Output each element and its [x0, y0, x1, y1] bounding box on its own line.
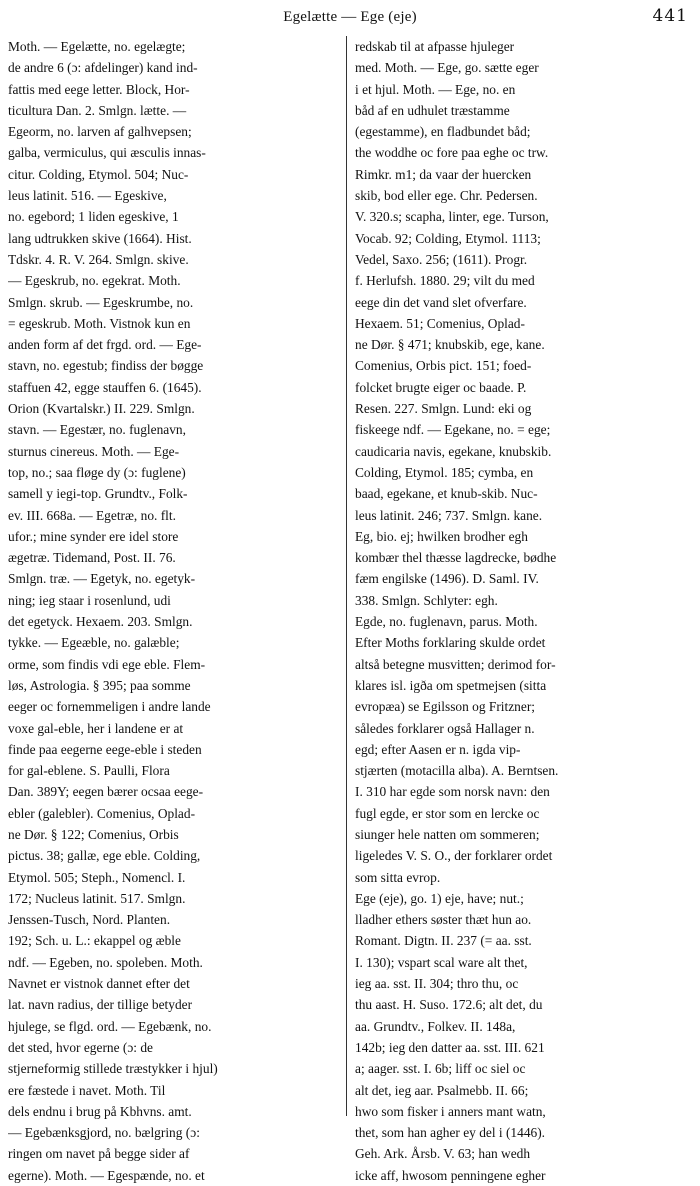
text-line: ieg aa. sst. II. 304; thro thu, oc: [355, 976, 519, 992]
left-column: [8, 36, 341, 1186]
text-line: ringen om navet på begge sider af: [8, 1146, 190, 1162]
text-line: Tdskr. 4. R. V. 264. Smlgn. skive.: [8, 251, 189, 267]
text-line: således forklarer også Hallager n.: [355, 720, 535, 736]
text-line: ligeledes V. S. O., der forklarer ordet: [355, 848, 553, 864]
text-line: for gal-eblene. S. Paulli, Flora: [8, 763, 170, 779]
text-line: siunger hele natten om sommeren;: [355, 826, 540, 842]
text-line: Efter Moths forklaring skulde ordet: [355, 635, 546, 651]
text-line: med. Moth. — Ege, go. sætte eger: [355, 60, 539, 76]
text-line: Dan. 389Y; eegen bærer ocsaa eege-: [8, 784, 204, 800]
text-line: skib, bod eller ege. Chr. Pedersen.: [355, 188, 538, 204]
text-line: f. Herlufsh. 1880. 29; vilt du med: [355, 273, 535, 289]
text-line: hwo som fisker i anners mant watn,: [355, 1103, 546, 1119]
text-line: Smlgn. træ. — Egetyk, no. egetyk-: [8, 571, 196, 587]
text-line: eeger oc fornemmeligen i andre lande: [8, 699, 211, 715]
text-line: aa. Grundtv., Folkev. II. 148a,: [355, 1018, 516, 1034]
text-line: the woddhe oc fore paa eghe oc trw.: [355, 145, 549, 161]
text-line: thet, som han agher ey del i (1446).: [355, 1125, 546, 1141]
text-line: stavn, no. egestub; findiss der bøgge: [8, 358, 204, 374]
text-line: ticultura Dan. 2. Smlgn. lætte. —: [8, 102, 187, 118]
text-line: kombær thel thæsse lagdrecke, bødhe: [355, 550, 557, 566]
text-line: ere fæstede i navet. Moth. Til: [8, 1082, 166, 1098]
text-line: båd af en udhulet træstamme: [355, 102, 510, 118]
text-line: ægetræ. Tidemand, Post. II. 76.: [8, 550, 176, 566]
text-line: Ege (eje), go. 1) eje, have; nut.;: [355, 890, 524, 906]
text-line: tykke. — Egeæble, no. galæble;: [8, 635, 180, 651]
text-line: fæm engilske (1496). D. Saml. IV.: [355, 571, 539, 587]
text-line: I. 130); vspart scal ware alt thet,: [355, 954, 528, 970]
text-line: Vedel, Saxo. 256; (1611). Progr.: [355, 251, 528, 267]
text-line: de andre 6 (ɔ: afdelinger) kand ind-: [8, 60, 198, 76]
text-line: (egestamme), en fladbundet båd;: [355, 124, 531, 140]
text-line: leus latinit. 516. — Egeskive,: [8, 188, 167, 204]
text-line: ev. III. 668a. — Egetræ, no. flt.: [8, 507, 176, 523]
text-line: V. 320.s; scapha, linter, ege. Turson,: [355, 209, 549, 225]
text-line: klares isl. igða om spetmejsen (sitta: [355, 677, 547, 693]
text-line: sturnus cinereus. Moth. — Ege-: [8, 443, 180, 459]
text-line: lladher ethers søster thæt hun ao.: [355, 912, 532, 928]
text-line: citur. Colding, Etymol. 504; Nuc-: [8, 166, 189, 182]
text-line: Moth. — Egelætte, no. egelægte;: [8, 39, 186, 54]
text-line: Geh. Ark. Årsb. V. 63; han wedh: [355, 1146, 531, 1162]
text-line: dels endnu i brug på Kbhvns. amt.: [8, 1103, 192, 1119]
text-line: folcket brugte eiger oc baade. P.: [355, 379, 527, 395]
text-line: Eg, bio. ej; hwilken brodher egh: [355, 528, 528, 544]
page-number: 441: [652, 6, 688, 26]
text-line: det sted, hvor egerne (ɔ: de: [8, 1039, 154, 1055]
text-line: fattis med eege letter. Block, Hor-: [8, 81, 190, 97]
text-line: a; aager. sst. I. 6b; liff oc siel oc: [355, 1061, 526, 1077]
text-line: Navnet er vistnok dannet efter det: [8, 976, 190, 992]
text-line: hjulege, se flgd. ord. — Egebænk, no.: [8, 1018, 212, 1034]
text-line: lat. navn radius, der tillige betyder: [8, 997, 193, 1013]
text-line: Smlgn. skrub. — Egeskrumbe, no.: [8, 294, 194, 310]
text-line: evropæa) se Egilsson og Fritzner;: [355, 699, 535, 715]
text-line: eege din det vand slet ofverfare.: [355, 294, 527, 310]
text-line: alt det, ieg aar. Psalmebb. II. 66;: [355, 1082, 529, 1098]
text-line: fiskeege ndf. — Egekane, no. = ege;: [355, 422, 551, 438]
text-line: Etymol. 505; Steph., Nomencl. I.: [8, 869, 186, 885]
text-line: egerne). Moth. — Egespænde, no. et: [8, 1167, 205, 1183]
text-line: finde paa eegerne eege-eble i steden: [8, 741, 202, 757]
text-line: staffuen 42, egge stauffen 6. (1645).: [8, 379, 202, 395]
text-line: galba, vermiculus, qui æsculis innas-: [8, 145, 206, 161]
text-line: caudicaria navis, egekane, knubskib.: [355, 443, 552, 459]
column-divider: [346, 36, 347, 1116]
text-line: ning; ieg staar i rosenlund, udi: [8, 592, 171, 608]
text-line: Comenius, Orbis pict. 151; foed-: [355, 358, 532, 374]
text-line: ufor.; mine synder ere idel store: [8, 528, 179, 544]
text-line: Egeorm, no. larven af galhvepsen;: [8, 124, 192, 140]
text-line: stavn. — Egestær, no. fuglenavn,: [8, 422, 186, 438]
text-line: baad, egekane, et knub-skib. Nuc-: [355, 486, 538, 502]
text-line: Rimkr. m1; da vaar der huercken: [355, 166, 532, 182]
text-line: Resen. 227. Smlgn. Lund: eki og: [355, 401, 532, 417]
page-header: [0, 6, 700, 28]
text-line: — Egeskrub, no. egekrat. Moth.: [8, 273, 181, 289]
text-line: I. 310 har egde som norsk navn: den: [355, 784, 550, 800]
text-line: — Egebænksgjord, no. bælgring (ɔ:: [8, 1125, 200, 1141]
text-line: Romant. Digtn. II. 237 (= aa. sst.: [355, 933, 532, 949]
text-line: icke aff, hwosom penningene egher: [355, 1167, 546, 1183]
text-line: redskab til at afpasse hjuleger: [355, 39, 515, 54]
text-line: voxe gal-eble, her i landene er at: [8, 720, 184, 736]
text-line: ne Dør. § 471; knubskib, ege, kane.: [355, 337, 545, 353]
running-title: Egelætte — Ege (eje): [283, 8, 417, 25]
text-line: orme, som findis vdi ege eble. Flem-: [8, 656, 206, 672]
text-line: ebler (galebler). Comenius, Oplad-: [8, 805, 196, 821]
text-line: som sitta evrop.: [355, 869, 441, 885]
text-line: pictus. 38; gallæ, ege eble. Colding,: [8, 848, 201, 864]
text-line: top, no.; saa fløge dy (ɔ: fuglene): [8, 464, 186, 480]
text-line: ndf. — Egeben, no. spoleben. Moth.: [8, 954, 203, 970]
text-line: egd; efter Aasen er n. igda vip-: [355, 741, 521, 757]
text-line: stjærten (motacilla alba). A. Berntsen.: [355, 763, 559, 779]
text-line: altså betegne musvitten; derimod for-: [355, 656, 556, 672]
text-line: leus latinit. 246; 737. Smlgn. kane.: [355, 507, 543, 523]
text-line: lang udtrukken skive (1664). Hist.: [8, 230, 192, 246]
text-line: det egetyck. Hexaem. 203. Smlgn.: [8, 614, 193, 630]
text-line: anden form af det frgd. ord. — Ege-: [8, 337, 202, 353]
text-line: 142b; ieg den datter aa. sst. III. 621: [355, 1039, 545, 1055]
text-line: Orion (Kvartalskr.) II. 229. Smlgn.: [8, 401, 195, 417]
text-line: Colding, Etymol. 185; cymba, en: [355, 464, 534, 480]
text-line: fugl egde, er stor som en lercke oc: [355, 805, 540, 821]
text-line: Hexaem. 51; Comenius, Oplad-: [355, 315, 525, 331]
text-line: i et hjul. Moth. — Ege, no. en: [355, 81, 516, 97]
text-line: Jenssen-Tusch, Nord. Planten.: [8, 912, 171, 928]
right-column: [355, 36, 688, 1186]
text-line: thu aast. H. Suso. 172.6; alt det, du: [355, 997, 543, 1013]
text-line: ne Dør. § 122; Comenius, Orbis: [8, 826, 179, 842]
text-line: = egeskrub. Moth. Vistnok kun en: [8, 315, 191, 331]
text-line: 192; Sch. u. L.: ekappel og æble: [8, 933, 181, 949]
text-line: løs, Astrologia. § 395; paa somme: [8, 677, 191, 693]
text-line: 172; Nucleus latinit. 517. Smlgn.: [8, 890, 186, 906]
text-line: no. egebord; 1 liden egeskive, 1: [8, 209, 179, 225]
text-line: stjerneformig stillede træstykker i hjul): [8, 1061, 218, 1077]
text-line: 338. Smlgn. Schlyter: egh.: [355, 592, 498, 608]
text-line: Vocab. 92; Colding, Etymol. 1113;: [355, 230, 541, 246]
text-line: Egde, no. fuglenavn, parus. Moth.: [355, 614, 538, 630]
text-line: samell y iegi-top. Grundtv., Folk-: [8, 486, 188, 502]
